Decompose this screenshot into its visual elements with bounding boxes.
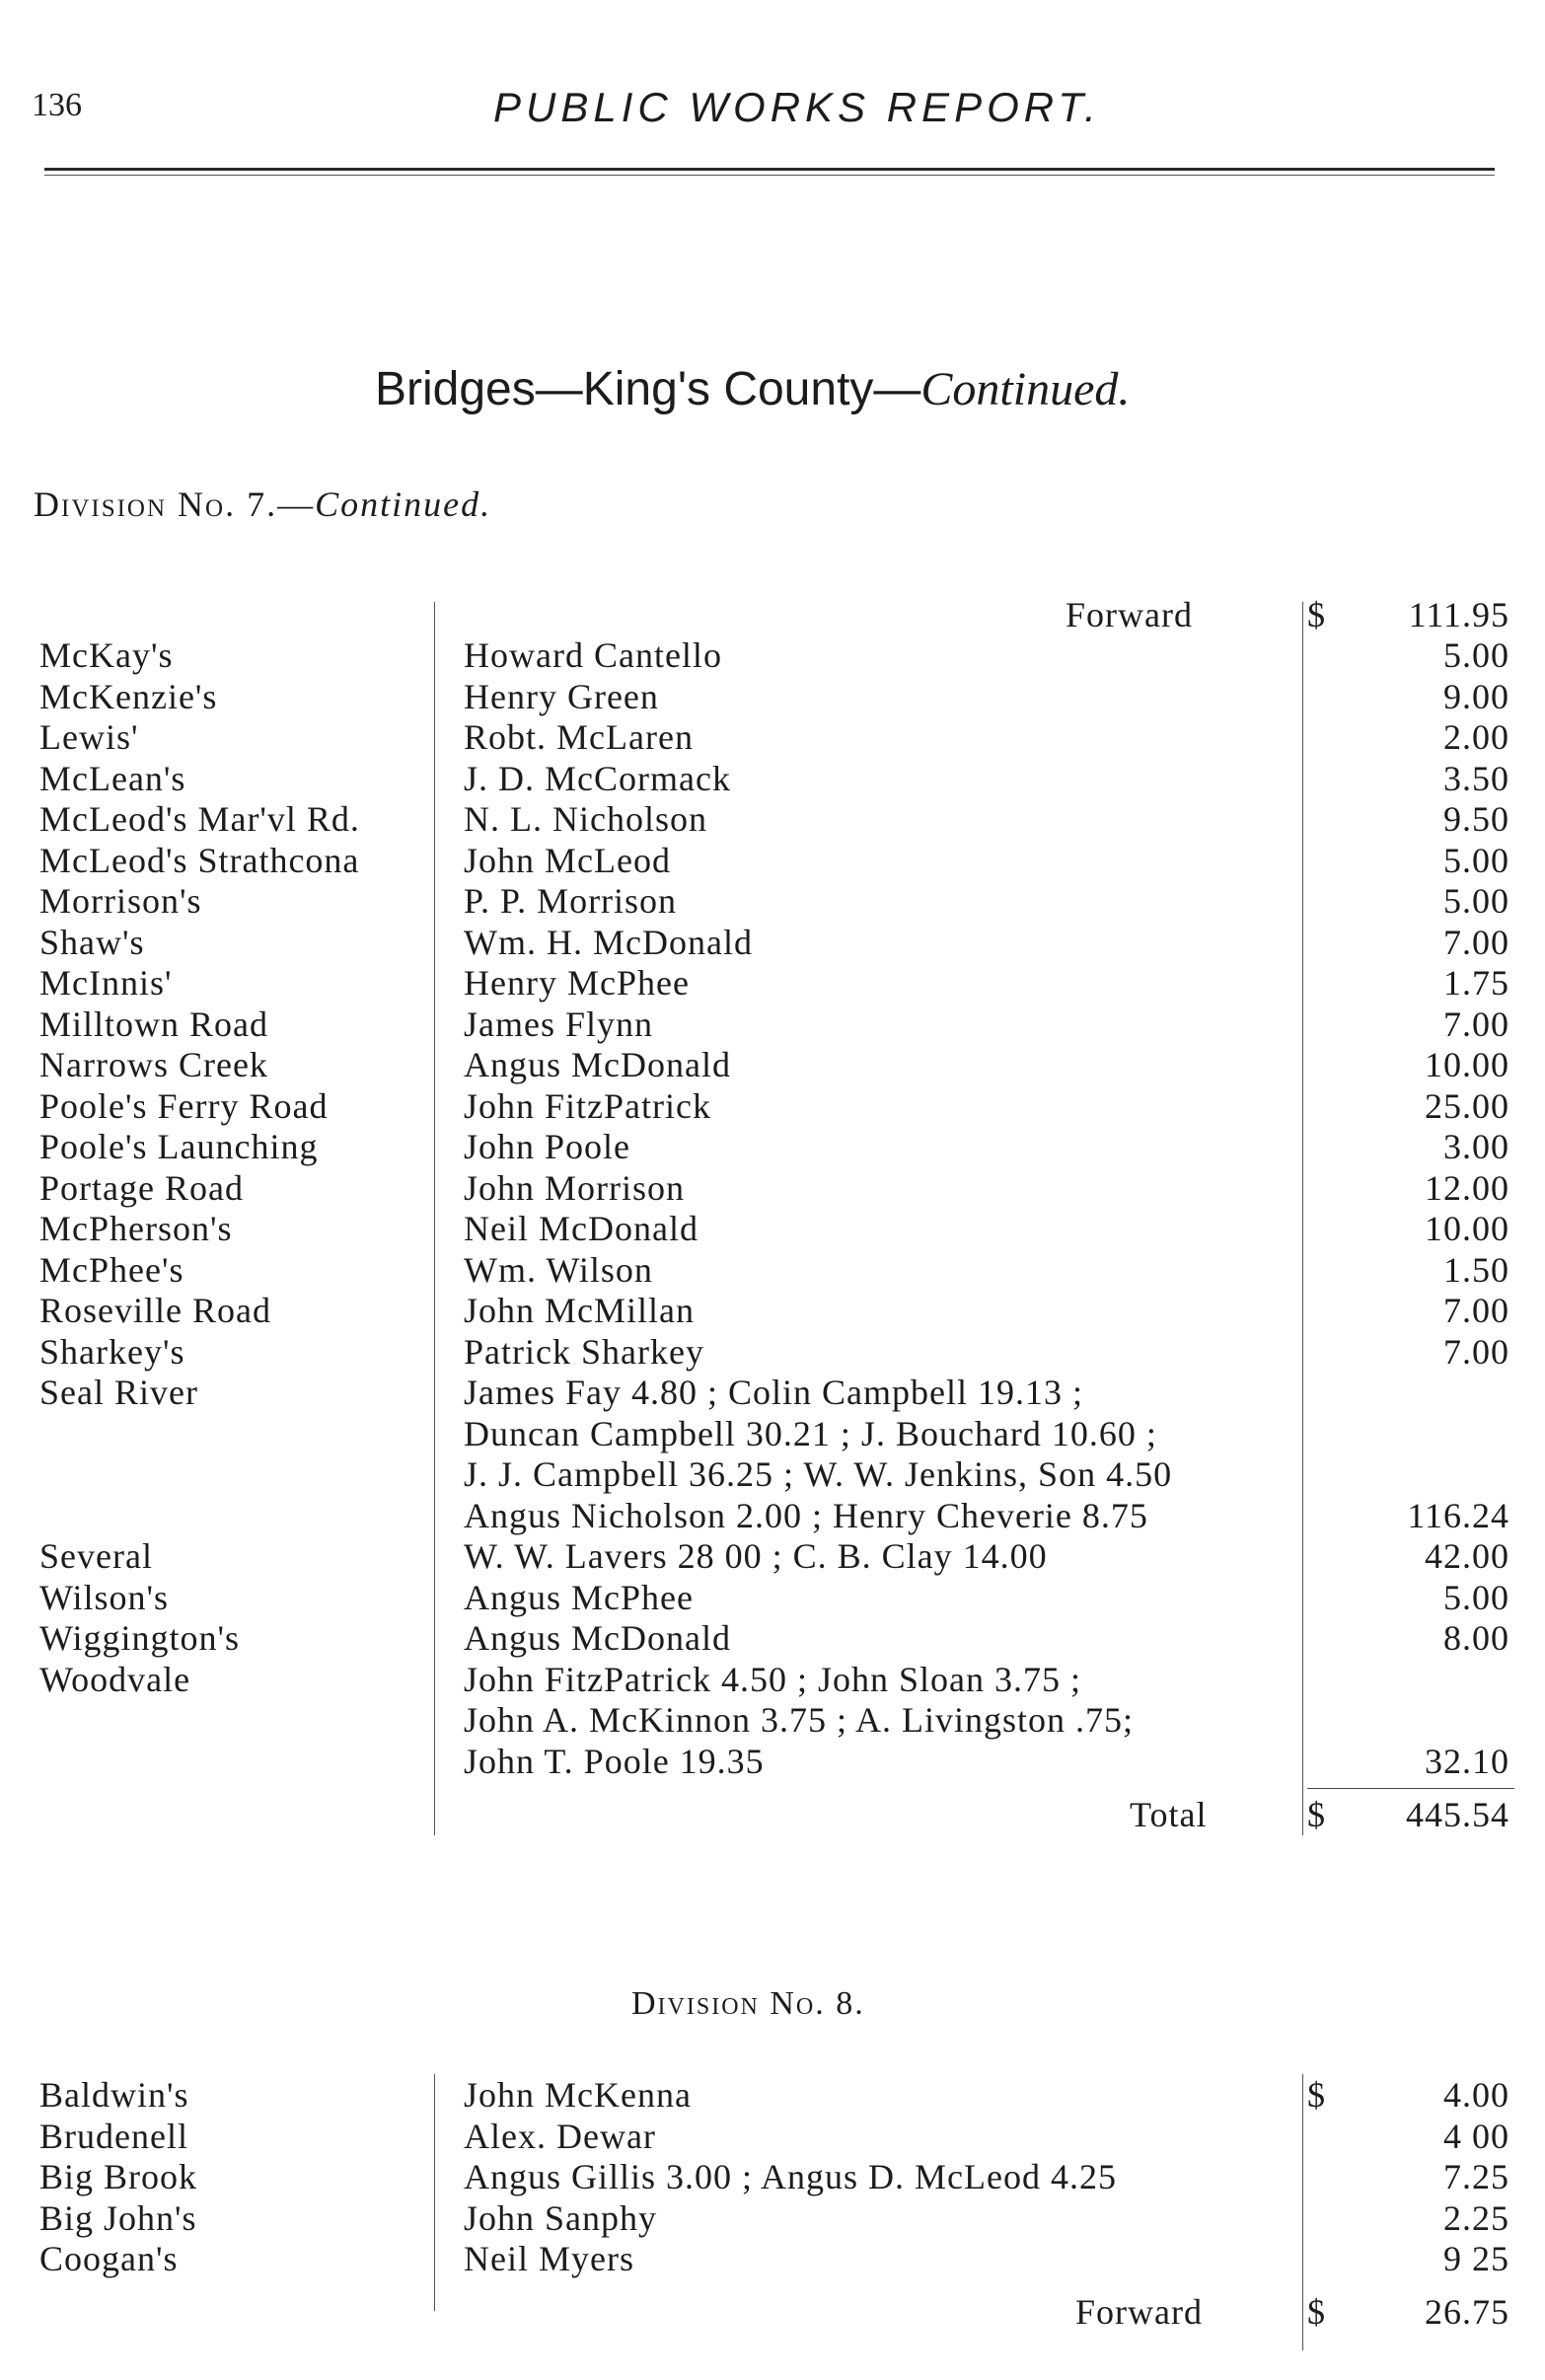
bridge-name: Sharkey's: [39, 1331, 185, 1372]
bridge-name: Baldwin's: [39, 2075, 189, 2115]
table-row: [0, 634, 1545, 675]
contractor-name: P. P. Morrison: [464, 881, 678, 921]
total-label: Total: [1130, 1795, 1208, 1834]
total-rule: [1307, 1788, 1514, 1789]
bridge-name: Morrison's: [39, 881, 202, 921]
header-rule: [44, 168, 1495, 171]
header-rule-thin: [44, 175, 1495, 176]
amount: 4 00: [1443, 2116, 1509, 2156]
contractor-name: Henry Green: [464, 676, 659, 716]
contractor-name: Alex. Dewar: [464, 2116, 656, 2156]
table-row: [0, 1044, 1545, 1084]
contractor-name: John McMillan: [464, 1291, 695, 1330]
amount: 7.00: [1443, 1331, 1509, 1372]
contractor-name: John Morrison: [464, 1167, 686, 1208]
contractor-name: N. L. Nicholson: [464, 799, 707, 839]
amount: 12.00: [1425, 1167, 1509, 1208]
forward-amount: 111.95: [1408, 595, 1509, 634]
contractor-name: Henry McPhee: [464, 963, 690, 1003]
contractor-name: Duncan Campbell 30.21 ; J. Bouchard 10.60 ;: [464, 1413, 1157, 1453]
contractor-name: Howard Cantello: [464, 635, 722, 675]
division-8-forward-dollar: $: [1307, 2292, 1326, 2332]
bridge-name: Poole's Ferry Road: [39, 1085, 329, 1126]
division-8-title: Division No. 8.: [631, 1985, 865, 2022]
contractor-name: James Flynn: [464, 1004, 654, 1044]
table-row: [0, 798, 1545, 839]
forward-label: Forward: [1066, 595, 1193, 634]
table-row: [0, 1167, 1545, 1208]
table-row: [0, 840, 1545, 880]
bridge-name: Shaw's: [39, 922, 145, 962]
table-row: [0, 1372, 1545, 1412]
contractor-name: John FitzPatrick: [464, 1085, 711, 1126]
contractor-name: Patrick Sharkey: [464, 1331, 704, 1372]
bridge-name: Wiggington's: [39, 1618, 241, 1658]
amount: 3.50: [1443, 758, 1509, 798]
table-row: [0, 1659, 1545, 1699]
amount: 8.00: [1443, 1618, 1509, 1658]
table-row: [0, 1208, 1545, 1248]
contractor-name: John FitzPatrick 4.50 ; John Sloan 3.75 ;: [464, 1659, 1081, 1699]
amount: 9 25: [1443, 2239, 1509, 2278]
table-row: [0, 2238, 1545, 2278]
bridge-name: Woodvale: [39, 1659, 191, 1699]
bridge-name: Roseville Road: [39, 1291, 271, 1330]
table-row: [0, 1495, 1545, 1535]
amount: 116.24: [1407, 1495, 1509, 1535]
contractor-name: James Fay 4.80 ; Colin Campbell 19.13 ;: [464, 1373, 1083, 1412]
contractor-name: John A. McKinnon 3.75 ; A. Livingston .75;: [464, 1700, 1135, 1740]
table-row: [0, 1290, 1545, 1330]
division-7-label: Division No. 7.—: [34, 484, 316, 524]
amount: 2.00: [1443, 717, 1509, 757]
amount: 5.00: [1443, 881, 1509, 921]
table-row: [0, 716, 1545, 757]
table-row: [0, 1331, 1545, 1372]
table-row: [0, 1413, 1545, 1453]
bridge-name: Portage Road: [39, 1167, 244, 1208]
contractor-name: John Sanphy: [464, 2197, 658, 2238]
amount: 9.00: [1443, 676, 1509, 716]
bridge-name: McLeod's Strathcona: [39, 840, 360, 880]
bridge-name: Coogan's: [39, 2239, 179, 2278]
contractor-name: Angus McDonald: [464, 1618, 731, 1658]
bridge-name: McKay's: [39, 635, 174, 675]
table-row: [0, 758, 1545, 798]
amount: 2.25: [1443, 2197, 1509, 2238]
contractor-name: Angus McPhee: [464, 1577, 694, 1617]
amount: 7.00: [1443, 922, 1509, 962]
table-row: [0, 1126, 1545, 1166]
contractor-name: John McLeod: [464, 840, 671, 880]
contractor-name: Angus Gillis 3.00 ; Angus D. McLeod 4.25: [464, 2157, 1118, 2196]
contractor-name: Wm. H. McDonald: [464, 922, 753, 962]
section-title: [375, 362, 1130, 416]
table-row: [0, 880, 1545, 921]
total-amount: 445.54: [1406, 1795, 1509, 1834]
contractor-name: J. J. Campbell 36.25 ; W. W. Jenkins, Son 4.50: [464, 1454, 1173, 1494]
amount: 7.25: [1443, 2157, 1509, 2196]
running-head: PUBLIC WORKS REPORT.: [493, 84, 1101, 130]
amount: 7.00: [1443, 1004, 1509, 1044]
contractor-name: W. W. Lavers 28 00 ; C. B. Clay 14.00: [464, 1536, 1048, 1576]
amount: 25.00: [1425, 1085, 1509, 1126]
amount: 5.00: [1443, 1577, 1509, 1617]
bridge-name: Several: [39, 1536, 153, 1576]
table-row: [0, 2116, 1545, 2156]
table-row: [0, 1617, 1545, 1658]
contractor-name: John McKenna: [464, 2075, 692, 2115]
forward-dollar: $: [1307, 595, 1326, 634]
division-7-title: [34, 483, 491, 525]
section-title-main: Bridges—King's County—: [375, 363, 921, 415]
contractor-name: Robt. McLaren: [464, 717, 694, 757]
bridge-name: McPherson's: [39, 1209, 233, 1248]
table-row: [0, 962, 1545, 1003]
amount: 42.00: [1425, 1536, 1509, 1576]
table-row: [0, 2197, 1545, 2238]
forward-row: [0, 594, 1545, 634]
bridge-name: Lewis': [39, 717, 139, 757]
bridge-name: Narrows Creek: [39, 1045, 268, 1084]
amount: 5.00: [1443, 635, 1509, 675]
table-row: [0, 1535, 1545, 1576]
division-7-continued: Continued.: [315, 484, 492, 524]
table-row: [0, 1577, 1545, 1617]
bridge-name: McPhee's: [39, 1249, 184, 1290]
amount: 32.10: [1425, 1741, 1509, 1781]
table-row: [0, 676, 1545, 716]
contractor-name: J. D. McCormack: [464, 758, 731, 798]
division-8-dollar: $: [1307, 2075, 1326, 2115]
amount: 10.00: [1425, 1045, 1509, 1084]
amount: 1.75: [1443, 963, 1509, 1003]
table-row: [0, 2156, 1545, 2196]
bridge-name: Wilson's: [39, 1577, 170, 1617]
table-row: [0, 1249, 1545, 1290]
contractor-name: Angus McDonald: [464, 1045, 731, 1084]
division-8-forward-row: [0, 2291, 1545, 2332]
contractor-name: Neil McDonald: [464, 1209, 699, 1248]
bridge-name: McLeod's Mar'vl Rd.: [39, 799, 360, 839]
total-dollar: $: [1307, 1795, 1326, 1834]
amount: 4.00: [1443, 2075, 1509, 2115]
section-title-continued: Continued.: [920, 363, 1131, 415]
bridge-name: McKenzie's: [39, 676, 218, 716]
table-row: [0, 922, 1545, 962]
bridge-name: Big Brook: [39, 2157, 198, 2196]
bridge-name: McLean's: [39, 758, 186, 798]
contractor-name: Neil Myers: [464, 2239, 634, 2278]
contractor-name: John T. Poole 19.35: [464, 1741, 765, 1781]
table-row: [0, 1085, 1545, 1126]
amount: 1.50: [1443, 1249, 1509, 1290]
amount: 10.00: [1425, 1209, 1509, 1248]
table-row: [0, 2074, 1545, 2115]
division-8-forward-label: Forward: [1075, 2292, 1203, 2332]
bridge-name: Poole's Launching: [39, 1127, 319, 1166]
table-row: [0, 1741, 1545, 1781]
bridge-name: Seal River: [39, 1373, 198, 1412]
amount: 3.00: [1443, 1127, 1509, 1166]
amount: 5.00: [1443, 840, 1509, 880]
amount: 7.00: [1443, 1291, 1509, 1330]
contractor-name: Angus Nicholson 2.00 ; Henry Cheverie 8.75: [464, 1495, 1148, 1535]
contractor-name: John Poole: [464, 1127, 631, 1166]
bridge-name: McInnis': [39, 963, 173, 1003]
bridge-name: Big John's: [39, 2197, 197, 2238]
table-row: [0, 1699, 1545, 1740]
division-8-forward-amount: 26.75: [1425, 2292, 1509, 2332]
amount: 9.50: [1443, 799, 1509, 839]
table-row: [0, 1004, 1545, 1044]
bridge-name: Milltown Road: [39, 1004, 269, 1044]
contractor-name: Wm. Wilson: [464, 1249, 653, 1290]
page-number: 136: [32, 87, 82, 123]
bridge-name: Brudenell: [39, 2116, 188, 2156]
total-row: [0, 1794, 1545, 1834]
table-row: [0, 1453, 1545, 1494]
